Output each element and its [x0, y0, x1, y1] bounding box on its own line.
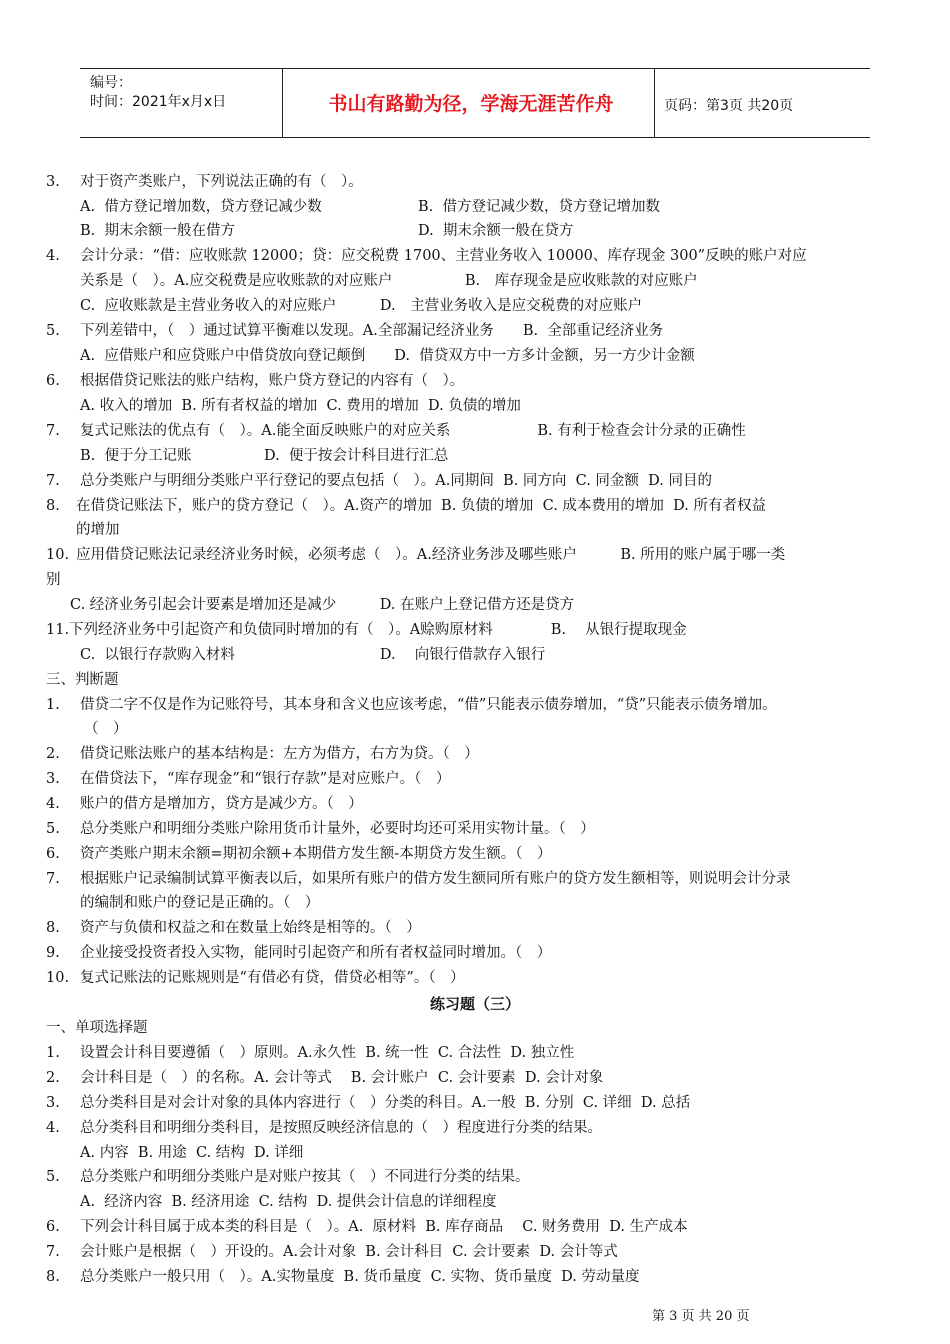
text-line: 的编制和账户的登记是正确的。（ ） [80, 895, 320, 911]
text-line: 关系是（ ）。A.应交税费是应收账款的对应账户 B. 库存现金是应收账款的对应账户 [80, 273, 698, 289]
text-line: C. 经济业务引起会计要素是增加还是减少 D. 在账户上登记借方还是贷方 [70, 597, 575, 613]
text-line: 设置会计科目要遵循（ ）原则。A.永久性 B. 统一性 C. 合法性 D. 独立性 [80, 1045, 575, 1061]
page-footer: 第 3 页 共 20 页 [652, 1309, 750, 1324]
header-motto: 书山有路勤为径，学海无涯苦作舟 [328, 93, 614, 115]
text-line: 借贷二字不仅是作为记账符号，其本身和含义也应该考虑，“借”只能表示债券增加，“贷”只能表示债务增加。 [80, 697, 777, 713]
item-number: 8. [46, 1269, 60, 1285]
item-number: 10. [46, 547, 70, 563]
item-number: 7. [46, 473, 60, 489]
header-date-label: 时间：2021年x月x日 [90, 94, 227, 110]
text-line: 账户的借方是增加方，贷方是减少方。（ ） [80, 796, 363, 812]
item-number: 3. [46, 771, 60, 787]
item-number: 6. [46, 1219, 60, 1235]
text-line: （ ） [84, 721, 128, 737]
item-number: 10. [46, 970, 70, 986]
header-divider-left [282, 69, 283, 137]
item-number: 5. [46, 821, 60, 837]
text-line: 企业接受投资者投入实物，能同时引起资产和所有者权益同时增加。（ ） [80, 945, 552, 961]
text-line: 总分类账户与明细分类账户平行登记的要点包括（ ）。A.同期间 B. 同方向 C. 同金额 D. 同目的 [80, 473, 712, 489]
item-number: 3. [46, 1095, 60, 1111]
text-line: 在借贷记账法下，账户的贷方登记（ ）。A.资产的增加 B. 负债的增加 C. 成本费用的增加 D. 所有者权益 [76, 498, 766, 514]
text-line: 总分类科目和明细分类科目，是按照反映经济信息的（ ）程度进行分类的结果。 [80, 1120, 602, 1136]
text-line: 根据账户记录编制试算平衡表以后，如果所有账户的借方发生额同所有账户的贷方发生额相等，则说明会计分录 [80, 871, 791, 887]
text-line: 借贷记账法账户的基本结构是：左方为借方，右方为贷。（ ） [80, 746, 479, 762]
section-title: 练习题（三） [429, 995, 520, 1013]
item-number: 9. [46, 945, 60, 961]
item-number: 4. [46, 796, 60, 812]
header-number-label: 编号： [90, 75, 132, 91]
item-number: 3. [46, 174, 60, 190]
item-number: 8. [46, 498, 60, 514]
item-number: 2. [46, 1070, 60, 1086]
text-line: 对于资产类账户，下列说法正确的有（ ）。 [80, 174, 363, 190]
text-line: B. 便于分工记账 D. 便于按会计科目进行汇总 [80, 448, 449, 464]
text-line: 11.下列经济业务中引起资产和负债同时增加的有（ ）。A赊购原材料 B. 从银行提取现金 [46, 622, 687, 638]
header-page-label: 页码：第3页 共20页 [664, 98, 794, 114]
text-line: C. 应收账款是主营业务收入的对应账户 D. 主营业务收入是应交税费的对应账户 [80, 298, 643, 314]
text-line: 的增加 [76, 522, 120, 538]
text-line: A. 应借账户和应贷账户中借贷放向登记颠倒 D. 借贷双方中一方多计金额，另一方少计金额 [80, 348, 695, 364]
page-header [80, 68, 870, 138]
text-line: 在借贷法下，“库存现金”和“银行存款”是对应账户。（ ） [80, 771, 451, 787]
text-line: A. 内容 B. 用途 C. 结构 D. 详细 [80, 1145, 304, 1161]
text-line: 复式记账法的优点有（ ）。A.能全面反映账户的对应关系 B. 有利于检查会计分录的正确性 [80, 423, 746, 439]
text-line: 三、判断题 [46, 672, 119, 688]
item-number: 6. [46, 846, 60, 862]
item-number: 4. [46, 248, 60, 264]
text-line: D. 期末余额一般在贷方 [418, 223, 574, 239]
text-line: 下列会计科目属于成本类的科目是（ ）。A. 原材料 B. 库存商品 C. 财务费用 D. 生产成本 [80, 1219, 688, 1235]
text-line: 别 [46, 572, 61, 588]
item-number: 5. [46, 1169, 60, 1185]
text-line: C. 以银行存款购入材料 D. 向银行借款存入银行 [80, 647, 546, 663]
text-line: 总分类账户和明细分类账户是对账户按其（ ）不同进行分类的结果。 [80, 1169, 530, 1185]
text-line: A. 借方登记增加数，贷方登记减少数 [80, 199, 322, 215]
text-line: 一、单项选择题 [46, 1020, 148, 1036]
text-line: 总分类账户一般只用（ ）。A.实物量度 B. 货币量度 C. 实物、货币量度 D. 劳动量度 [80, 1269, 640, 1285]
item-number: 7. [46, 423, 60, 439]
text-line: 资产与负债和权益之和在数量上始终是相等的。（ ） [80, 920, 421, 936]
item-number: 8. [46, 920, 60, 936]
text-line: B. 期末余额一般在借方 [80, 223, 235, 239]
text-line: B. 借方登记减少数，贷方登记增加数 [418, 199, 660, 215]
text-line: A. 经济内容 B. 经济用途 C. 结构 D. 提供会计信息的详细程度 [80, 1194, 497, 1210]
item-number: 6. [46, 373, 60, 389]
text-line: 总分类科目是对会计对象的具体内容进行（ ）分类的科目。A.一般 B. 分别 C. 详细 D. 总括 [80, 1095, 691, 1111]
text-line: 下列差错中，（ ）通过试算平衡难以发现。A.全部漏记经济业务 B. 全部重记经济业务 [80, 323, 664, 339]
text-line: 会计账户是根据（ ）开设的。A.会计对象 B. 会计科目 C. 会计要素 D. 会计等式 [80, 1244, 618, 1260]
item-number: 4. [46, 1120, 60, 1136]
item-number: 7. [46, 1244, 60, 1260]
text-line: 会计分录：“借：应收账款 12000；贷：应交税费 1700、主营业务收入 10000、库存现金 300”反映的账户对应 [80, 248, 807, 264]
item-number: 2. [46, 746, 60, 762]
item-number: 1. [46, 697, 60, 713]
text-line: 会计科目是（ ）的名称。A. 会计等式 B. 会计账户 C. 会计要素 D. 会计对象 [80, 1070, 604, 1086]
text-line: 根据借贷记账法的账户结构，账户贷方登记的内容有（ ）。 [80, 373, 465, 389]
text-line: 总分类账户和明细分类账户除用货币计量外，必要时均还可采用实物计量。（ ） [80, 821, 595, 837]
text-line: 应用借贷记账法记录经济业务时候，必须考虑（ ）。A.经济业务涉及哪些账户 B. 所用的账户属于哪一类 [76, 547, 786, 563]
item-number: 1. [46, 1045, 60, 1061]
item-number: 7. [46, 871, 60, 887]
item-number: 5. [46, 323, 60, 339]
text-line: 资产类账户期末余额=期初余额+本期借方发生额-本期贷方发生额。（ ） [80, 846, 552, 862]
text-line: 复式记账法的记账规则是“有借必有贷，借贷必相等”。（ ） [80, 970, 465, 986]
text-line: A. 收入的增加 B. 所有者权益的增加 C. 费用的增加 D. 负债的增加 [80, 398, 521, 414]
